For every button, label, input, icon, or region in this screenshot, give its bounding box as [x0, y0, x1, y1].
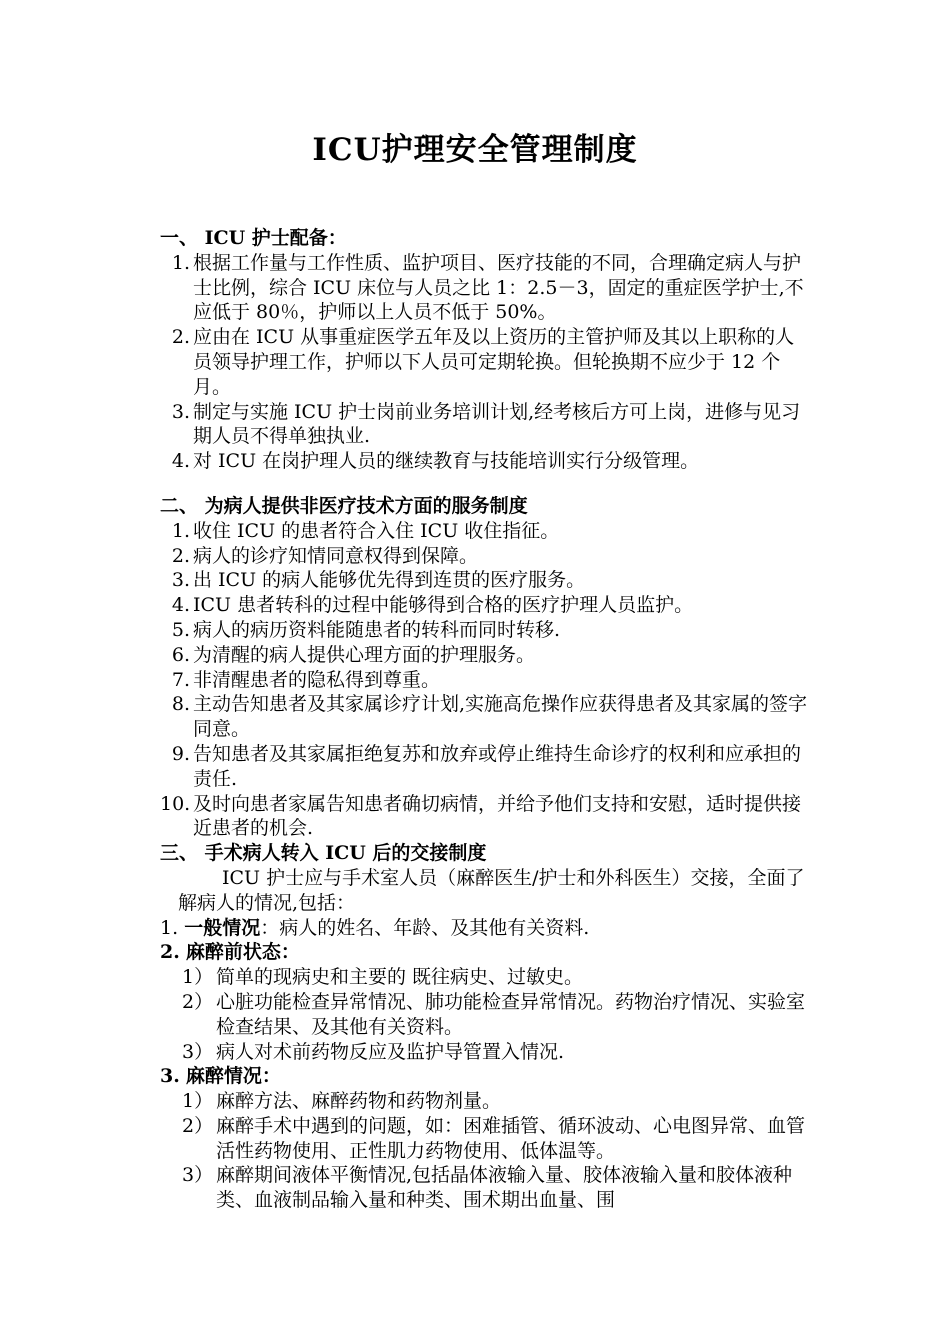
item-number: 2） — [182, 1114, 214, 1137]
item-number: 1. — [171, 251, 190, 274]
list-item — [160, 519, 810, 544]
anesthesia-list — [160, 1089, 810, 1213]
list-item — [160, 449, 810, 474]
subsection-lead: 一般情况 — [184, 916, 261, 939]
item-number: 6. — [171, 643, 190, 666]
list-item — [182, 965, 810, 990]
item-text: 麻醉期间液体平衡情况,包括晶体液输入量、胶体液输入量和胶体液种类、血液制品输入量和种类、围术期出血量、围 — [216, 1164, 793, 1212]
list-item — [182, 1040, 810, 1065]
item-text: 病人对术前药物反应及监护导管置入情况. — [216, 1040, 565, 1063]
item-number: 9. — [171, 742, 190, 765]
item-text: 告知患者及其家属拒绝复苏和放弃或停止维持生命诊疗的权利和应承担的责任. — [193, 742, 802, 790]
item-number: 3. — [171, 569, 190, 592]
section-1-heading: 一、 ICU 护士配备： — [160, 227, 347, 249]
subsection-lead: 麻醉前状态： — [185, 941, 300, 964]
item-text: 为清醒的病人提供心理方面的护理服务。 — [193, 643, 536, 666]
subsection-text: ：病人的姓名、年龄、及其他有关资料. — [260, 916, 590, 939]
item-text: 病人的病历资料能随患者的转科而同时转移. — [193, 618, 561, 641]
list-item — [160, 400, 810, 450]
section-2-list — [160, 519, 810, 841]
item-number: 4. — [171, 450, 190, 473]
list-item — [182, 1114, 810, 1164]
item-number: 5. — [171, 618, 190, 641]
item-text: 及时向患者家属告知患者确切病情，并给予他们支持和安慰，适时提供接近患者的机会. — [193, 792, 802, 840]
item-number: 7. — [171, 668, 190, 691]
subsection-number: 1. — [160, 916, 179, 939]
item-number: 3） — [182, 1040, 214, 1063]
item-number: 3. — [171, 400, 190, 423]
item-text: 麻醉手术中遇到的问题，如：困难插管、循环波动、心电图异常、血管活性药物使用、正性肌力药物使用、低体温等。 — [216, 1114, 806, 1162]
list-item — [160, 325, 810, 399]
item-text: 麻醉方法、麻醉药物和药物剂量。 — [216, 1090, 502, 1113]
item-text: 非清醒患者的隐私得到尊重。 — [193, 668, 441, 691]
list-item — [160, 568, 810, 593]
item-number: 8. — [171, 693, 190, 716]
document-title: ICU护理安全管理制度 — [312, 132, 638, 168]
list-item — [160, 643, 810, 668]
item-text: 应由在 ICU 从事重症医学五年及以上资历的主管护师及其以上职称的人员领导护理工作，护师以下人员可定期轮换。但轮换期不应少于 12 个月。 — [193, 326, 795, 398]
list-item — [160, 593, 810, 618]
list-item — [160, 618, 810, 643]
list-item — [160, 668, 810, 693]
item-number: 2） — [182, 990, 214, 1013]
pre-anesthesia-list — [160, 965, 810, 1064]
subsection-number: 2. — [160, 941, 180, 964]
section-2-heading: 二、 为病人提供非医疗技术方面的服务制度 — [160, 494, 528, 517]
item-text: 制定与实施 ICU 护士岗前业务培训计划,经考核后方可上岗，进修与见习期人员不得单独执业. — [193, 400, 801, 448]
item-number: 2. — [171, 544, 190, 567]
item-number: 1. — [171, 519, 190, 542]
item-number: 1） — [182, 966, 214, 989]
item-number: 2. — [171, 326, 190, 349]
document-body — [160, 226, 810, 1213]
item-text: 心脏功能检查异常情况、肺功能检查异常情况。药物治疗情况、实验室检查结果、及其他有关资料。 — [216, 990, 806, 1038]
list-item — [160, 692, 810, 742]
subsection-lead: 麻醉情况： — [185, 1065, 281, 1088]
subsection-number: 3. — [160, 1065, 180, 1088]
list-item — [160, 792, 810, 842]
item-number: 4. — [171, 594, 190, 617]
list-item — [182, 1089, 810, 1114]
subsection-pre-anesthesia — [160, 940, 810, 965]
item-text: 简单的现病史和主要的 既往病史、过敏史。 — [216, 966, 584, 989]
section-3-intro: ICU 护士应与手术室人员（麻醉医生/护士和外科医生）交接，全面了解病人的情况,包括： — [178, 866, 805, 914]
item-text: 病人的诊疗知情同意权得到保障。 — [193, 544, 479, 567]
section-1-list — [160, 251, 810, 474]
list-item — [160, 251, 810, 325]
section-3-heading: 三、 手术病人转入 ICU 后的交接制度 — [160, 842, 487, 865]
subsection-general — [160, 916, 810, 941]
list-item — [160, 742, 810, 792]
list-item — [160, 544, 810, 569]
item-number: 10. — [160, 792, 191, 815]
item-number: 3） — [182, 1164, 214, 1187]
item-text: 出 ICU 的病人能够优先得到连贯的医疗服务。 — [193, 569, 586, 592]
list-item — [182, 990, 810, 1040]
item-text: 根据工作量与工作性质、监护项目、医疗技能的不同，合理确定病人与护士比例，综合 ICU 床位与人员之比 1：2.5－3，固定的重症医学护士,不应低于 80％，护师以上人员不低于 50%。 — [193, 251, 804, 324]
item-text: 收住 ICU 的患者符合入住 ICU 收住指征。 — [193, 519, 560, 542]
item-number: 1） — [182, 1090, 214, 1113]
item-text: ICU 患者转科的过程中能够得到合格的医疗护理人员监护。 — [193, 594, 694, 617]
subsection-anesthesia — [160, 1064, 810, 1089]
item-text: 对 ICU 在岗护理人员的继续教育与技能培训实行分级管理。 — [193, 450, 700, 473]
item-text: 主动告知患者及其家属诊疗计划,实施高危操作应获得患者及其家属的签字同意。 — [193, 693, 808, 741]
list-item — [182, 1163, 810, 1213]
